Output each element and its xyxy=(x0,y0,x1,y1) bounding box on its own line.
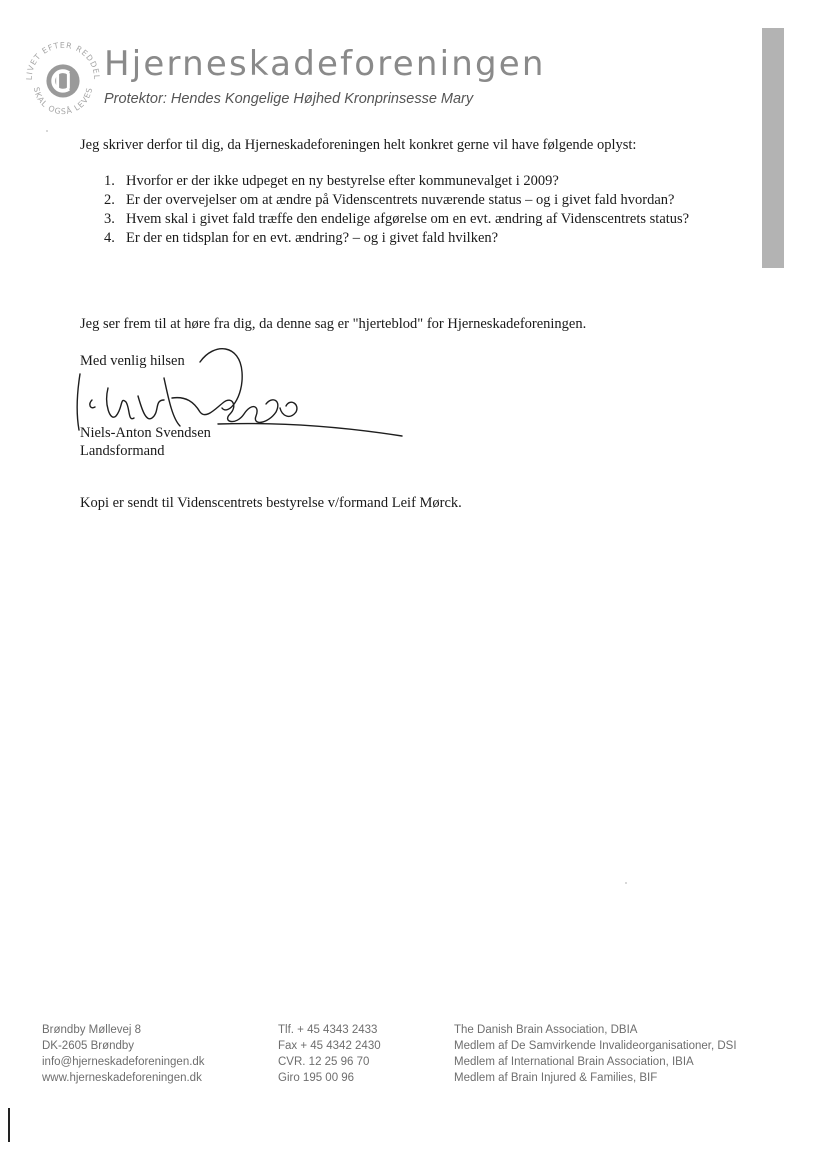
organization-name: Hjerneskadeforeningen xyxy=(104,44,546,84)
letter-greeting: Med venlig hilsen xyxy=(80,353,185,369)
question-number: 1. xyxy=(104,173,115,189)
footer-contact xyxy=(278,1022,381,1086)
signer-name: Niels-Anton Svendsen xyxy=(80,425,211,441)
footer-address-line: Brøndby Møllevej 8 xyxy=(42,1024,142,1036)
footer-cvr: CVR. 12 25 96 70 xyxy=(278,1056,370,1068)
list-item xyxy=(80,229,720,247)
footer-membership: Medlem af Brain Injured & Families, BIF xyxy=(454,1072,658,1084)
footer-address-line: DK-2605 Brøndby xyxy=(42,1040,135,1052)
question-text: Hvorfor er der ikke udpeget en ny bestyrelse efter kommunevalget i 2009? xyxy=(126,173,559,189)
footer-website: www.hjerneskadeforeningen.dk xyxy=(42,1072,202,1084)
footer-fax: Fax + 45 4342 2430 xyxy=(278,1040,381,1052)
footer-email: info@hjerneskadeforeningen.dk xyxy=(42,1056,205,1068)
scan-speck xyxy=(625,882,627,884)
copy-note: Kopi er sendt til Videnscentrets bestyrelse v/formand Leif Mørck. xyxy=(80,495,462,511)
footer-membership: Medlem af International Brain Association, IBIA xyxy=(454,1056,694,1068)
question-number: 4. xyxy=(104,230,115,246)
list-item xyxy=(80,172,720,190)
footer-memberships xyxy=(454,1022,737,1086)
svg-text:SKAL OGSÅ LEVES: SKAL OGSÅ LEVES xyxy=(31,86,95,117)
list-item xyxy=(80,191,720,209)
svg-text:LIVET EFTER REDDEL: LIVET EFTER REDDEL xyxy=(24,40,102,81)
protector-line: Protektor: Hendes Kongelige Højhed Kronprinsesse Mary xyxy=(104,91,474,107)
question-number: 3. xyxy=(104,211,115,227)
footer-address xyxy=(42,1022,205,1086)
list-item xyxy=(80,210,720,228)
question-text: Er der en tidsplan for en evt. ændring? – og i givet fald hvilken? xyxy=(126,230,499,246)
letter-intro: Jeg skriver derfor til dig, da Hjerneskadeforeningen helt konkret gerne vil have følgende oplyst: xyxy=(80,137,637,153)
footer-membership: The Danish Brain Association, DBIA xyxy=(454,1024,638,1036)
letter-closing: Jeg ser frem til at høre fra dig, da denne sag er "hjerteblod" for Hjerneskadeforeningen. xyxy=(80,316,587,332)
organization-logo-icon xyxy=(24,40,102,118)
scan-margin-mark xyxy=(8,1108,10,1142)
footer-phone: Tlf. + 45 4343 2433 xyxy=(278,1024,378,1036)
question-number: 2. xyxy=(104,192,115,208)
signer-title: Landsformand xyxy=(80,443,165,459)
scan-speck xyxy=(46,130,48,132)
question-text: Er der overvejelser om at ændre på Videnscentrets nuværende status – og i givet fald hvordan? xyxy=(126,192,675,208)
footer-membership: Medlem af De Samvirkende Invalideorganisationer, DSI xyxy=(454,1040,737,1052)
footer-giro: Giro 195 00 96 xyxy=(278,1072,355,1084)
question-list xyxy=(80,172,720,248)
question-text: Hvem skal i givet fald træffe den endelige afgørelse om en evt. ændring af Videnscentrets status? xyxy=(126,211,690,227)
scan-edge-bar xyxy=(762,28,784,268)
